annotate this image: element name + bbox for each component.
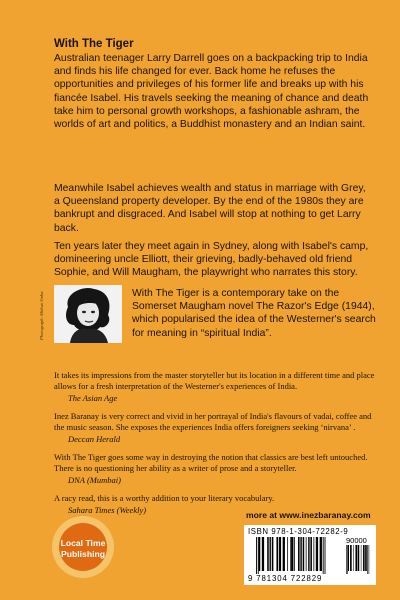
review-source: Deccan Herald <box>68 434 121 444</box>
publisher-name-line2: Publishing <box>61 549 105 559</box>
barcode-digits: 9 781304 722829 <box>248 574 323 583</box>
isbn-barcode <box>244 525 376 585</box>
price-code: 90000 <box>346 536 367 545</box>
review-quote: It takes its impressions from the master storyteller but its location in a different time and place allows for a fresh interpretation of the Westerner's experiences of India. <box>54 370 375 391</box>
author-portrait-icon <box>54 285 122 343</box>
blurb-paragraph-1: Australian teenager Larry Darrell goes on a backpacking trip to India and finds his life changed for ever. Back home he refuses the opportunities and privileges of his former life and breaks up with his fiancée Isabel. His travels seeking the meaning of chance and death take him to personal growth workshops, a fashionable ashram, the worlds of art and politics, a Buddhist monastery and an Indian saint. <box>54 53 369 131</box>
review-quote: With The Tiger goes some way in destroying the notion that classics are best left untouched. There is no questioning her ability as a writer of prose and a storyteller. <box>54 452 368 473</box>
blurb-paragraph-2: Meanwhile Isabel achieves wealth and status in marriage with Grey, a Queensland property developer. By the end of the 1980s they are bankrupt and disgraced. And Isabel will stop at nothing to get Larry back. <box>54 183 366 234</box>
review-source: DNA (Mumbai) <box>68 475 121 485</box>
website-link[interactable]: more at www.inezbaranay.com <box>246 510 371 520</box>
review-quote: A racy read, this is a worthy addition to your literary vocabulary. <box>54 493 275 503</box>
review-list <box>54 370 376 523</box>
review-source: Sahara Times (Weekly) <box>68 505 147 515</box>
addon-barcode-bars <box>346 545 372 574</box>
blurb-paragraph-4: With The Tiger is a contemporary take on the Somerset Maugham novel The Razor's Edge (1944), which popularised the idea of the Westerner's search for meaning in “spiritual India”. <box>132 288 376 339</box>
review-item <box>54 370 376 404</box>
review-quote: Inez Baranay is very correct and vivid in her portrayal of India's flavours of vadai, coffee and the music season. She exposes the experiences India offers foreigners seeking ‘nirvana’ . <box>54 411 372 432</box>
blurb-paragraph-3: Ten years later they meet again in Sydney, along with Isabel's camp, domineering uncle Elliott, their grieving, badly-behaved old friend Sophie, and Will Maugham, the playwright who narrates this story. <box>54 241 369 279</box>
review-item <box>54 452 376 486</box>
author-photo <box>54 285 122 343</box>
review-item <box>54 411 376 445</box>
photo-credit: Photograph: Mithun Sinha <box>39 291 44 340</box>
review-source: The Asian Age <box>68 393 118 403</box>
publisher-logo <box>52 516 114 578</box>
barcode-bars <box>256 537 344 574</box>
isbn-number: ISBN 978-1-304-72282-9 <box>248 527 349 536</box>
publisher-name-line1: Local Time <box>60 538 106 548</box>
book-title: With The Tiger <box>54 38 134 50</box>
